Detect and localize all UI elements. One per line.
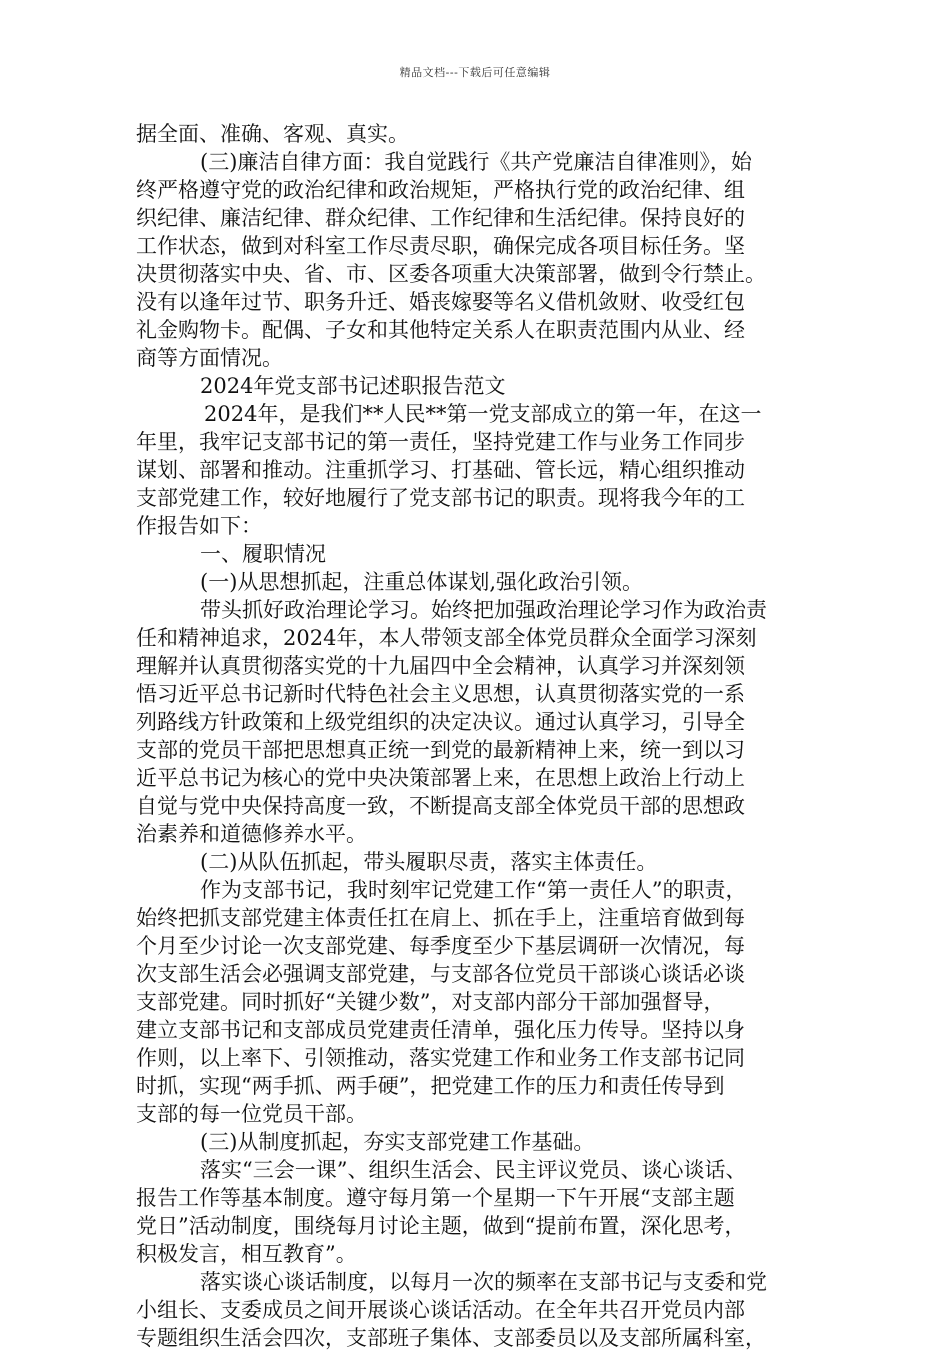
document-body — [136, 120, 826, 1352]
subsection-heading: (一)从思想抓起，注重总体谋划,强化政治引领。 — [200, 570, 644, 594]
text-line: 礼金购物卡。配偶、子女和其他特定关系人在职责范围内从业、经 — [136, 318, 745, 342]
text-line: 作报告如下： — [136, 514, 262, 538]
text-line: 没有以逢年过节、职务升迁、婚丧嫁娶等名义借机敛财、收受红包 — [136, 290, 745, 314]
subsection-heading: (二)从队伍抓起，带头履职尽责，落实主体责任。 — [200, 850, 658, 874]
section-heading: 一、履职情况 — [200, 542, 326, 566]
text-line: 据全面、准确、客观、真实。 — [136, 122, 409, 146]
text-line: 2024年，是我们**人民**第一党支部成立的第一年，在这一 — [204, 402, 762, 426]
subsection-heading: (三)从制度抓起，夯实支部党建工作基础。 — [200, 1130, 595, 1154]
text-line: 作则，以上率下、引领推动，落实党建工作和业务工作支部书记同 — [136, 1046, 745, 1070]
text-line: 织纪律、廉洁纪律、群众纪律、工作纪律和生活纪律。保持良好的 — [136, 206, 745, 230]
text-line: 年里，我牢记支部书记的第一责任，坚持党建工作与业务工作同步 — [136, 430, 745, 454]
text-line: 作为支部书记，我时刻牢记党建工作“第一责任人”的职责， — [200, 878, 747, 902]
page-header: 精品文档---下载后可任意编辑 — [399, 66, 551, 79]
text-line: 支部的党员干部把思想真正统一到党的最新精神上来，统一到以习 — [136, 738, 745, 762]
text-line: 支部党建。同时抓好“关键少数”，对支部内部分干部加强督导， — [136, 990, 725, 1014]
text-line: 报告工作等基本制度。遵守每月第一个星期一下午开展“支部主题 — [136, 1186, 735, 1210]
text-line: 商等方面情况。 — [136, 346, 283, 370]
text-line: 个月至少讨论一次支部党建、每季度至少下基层调研一次情况，每 — [136, 934, 745, 958]
text-line: 支部党建工作，较好地履行了党支部书记的职责。现将我今年的工 — [136, 486, 745, 510]
text-line: 始终把抓支部党建主体责任扛在肩上、抓在手上，注重培育做到每 — [136, 906, 745, 930]
text-line: 悟习近平总书记新时代特色社会主义思想，认真贯彻落实党的一系 — [136, 682, 745, 706]
text-line: 小组长、支委成员之间开展谈心谈话活动。在全年共召开党员内部 — [136, 1298, 745, 1322]
text-line: 决贯彻落实中央、省、市、区委各项重大决策部署，做到令行禁止。 — [136, 262, 766, 286]
text-line: 自觉与党中央保持高度一致，不断提高支部全体党员干部的思想政 — [136, 794, 745, 818]
text-line: (三)廉洁自律方面：我自觉践行《共产党廉洁自律准则》，始 — [200, 150, 752, 174]
text-line: 落实“三会一课”、组织生活会、民主评议党员、谈心谈话、 — [200, 1158, 747, 1182]
text-line: 时抓，实现“两手抓、两手硬”，把党建工作的压力和责任传导到 — [136, 1074, 725, 1098]
text-line: 专题组织生活会四次，支部班子集体、支部委员以及支部所属科室， — [136, 1326, 766, 1350]
text-line: 支部的每一位党员干部。 — [136, 1102, 367, 1126]
text-line: 次支部生活会必强调支部党建，与支部各位党员干部谈心谈话必谈 — [136, 962, 745, 986]
text-line: 任和精神追求，2024年，本人带领支部全体党员群众全面学习深刻 — [136, 626, 757, 650]
section-heading: 2024年党支部书记述职报告范文 — [200, 374, 506, 398]
text-line: 工作状态，做到对科室工作尽责尽职，确保完成各项目标任务。坚 — [136, 234, 745, 258]
text-line: 建立支部书记和支部成员党建责任清单，强化压力传导。坚持以身 — [136, 1018, 745, 1042]
text-line: 近平总书记为核心的党中央决策部署上来，在思想上政治上行动上 — [136, 766, 745, 790]
text-line: 带头抓好政治理论学习。始终把加强政治理论学习作为政治责 — [200, 598, 767, 622]
text-line: 治素养和道德修养水平。 — [136, 822, 367, 846]
text-line: 党日”活动制度，围绕每月讨论主题，做到“提前布置，深化思考， — [136, 1214, 746, 1238]
text-line: 终严格遵守党的政治纪律和政治规矩，严格执行党的政治纪律、组 — [136, 178, 745, 202]
text-line: 理解并认真贯彻落实党的十九届四中全会精神，认真学习并深刻领 — [136, 654, 745, 678]
text-line: 列路线方针政策和上级党组织的决定决议。通过认真学习，引导全 — [136, 710, 745, 734]
text-line: 积极发言，相互教育”。 — [136, 1242, 357, 1266]
text-line: 落实谈心谈话制度，以每月一次的频率在支部书记与支委和党 — [200, 1270, 767, 1294]
text-line: 谋划、部署和推动。注重抓学习、打基础、管长远，精心组织推动 — [136, 458, 745, 482]
